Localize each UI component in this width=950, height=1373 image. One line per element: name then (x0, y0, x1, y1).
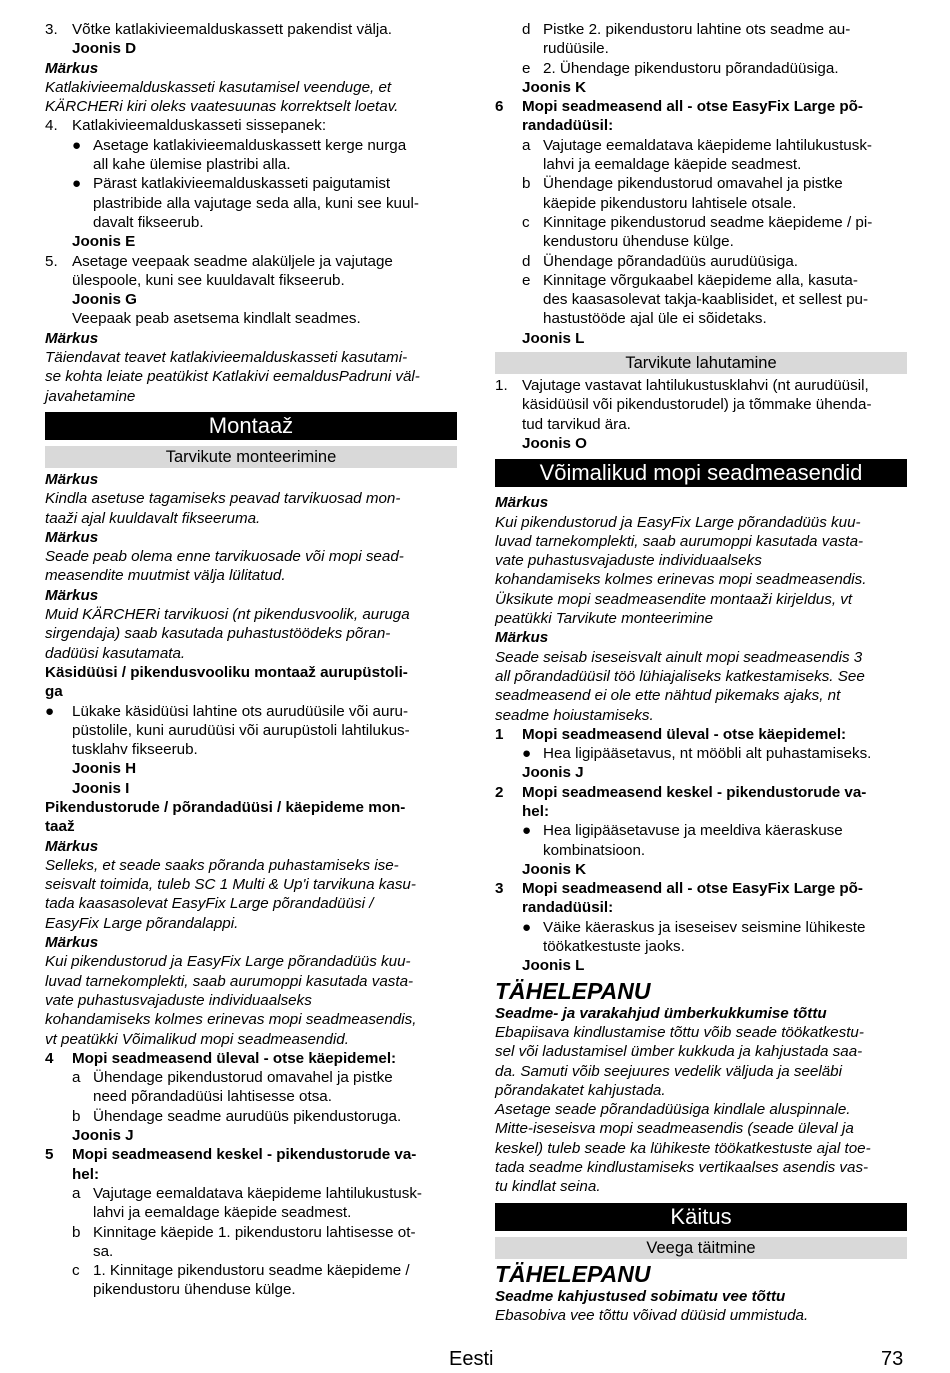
italic-text: keskel) tuleb seade ka lühikeste töökatkestuste ajal toe- (495, 1139, 871, 1157)
numbered-step (495, 376, 907, 395)
sub-step-letter: d (522, 252, 531, 270)
continuation-line: Veepaak peab asetsema kindlalt seadmes. (72, 310, 361, 328)
continuation-line: lahvi ja eemaldage käepide seadmest. (93, 1204, 352, 1222)
continuation-line: kendustoru ühenduse külge. (543, 233, 734, 251)
continuation-line: need põrandadüüsi lahtisesse otsa. (93, 1088, 332, 1106)
step-number: 4. (45, 117, 58, 135)
step-number: 6 (495, 98, 504, 116)
numbered-step (45, 1145, 457, 1164)
bullet-text: Lükake käsidüüsi lahtine ots aurudüüsile või auru- (72, 702, 409, 720)
continuation-line: käsidüüsil või pikendustorudel) ja tõmmake ühenda- (522, 396, 872, 414)
bullet-icon: ● (522, 745, 532, 763)
step-number: 5. (45, 252, 58, 270)
sub-step (495, 252, 907, 271)
numbered-step (495, 97, 907, 116)
continuation-line: hastustööde ajal üle ei sõidetaks. (543, 310, 767, 328)
sub-step-text: Vajutage eemaldatava käepideme lahtilukustusk- (93, 1184, 422, 1202)
italic-text: measendite muutmist välja lülitatud. (45, 567, 286, 585)
italic-text: Üksikute mopi seadmeasendite montaaži kirjeldus, vt (495, 590, 853, 608)
italic-text: põrandakatet kahjustada. (495, 1081, 666, 1099)
bullet-text: Väike käeraskus ja iseseisev seismine lühikeste (543, 918, 866, 936)
sub-step (495, 213, 907, 232)
numbered-step (495, 725, 907, 744)
step-number: 4 (45, 1049, 54, 1067)
continuation-line: püstolile, kuni aurudüüsi või aurupüstoli lahtilukus- (72, 721, 410, 739)
bullet-item (45, 136, 457, 155)
italic-text: seadmeasend ei ole ette nähtud pikemaks ajaks, nt (495, 687, 841, 705)
sub-step-text: 1. Kinnitage pikendustoru seadme käepideme / (93, 1262, 410, 1280)
continuation-line: hel: (72, 1165, 100, 1183)
bullet-icon: ● (72, 175, 82, 193)
figure-reference: Joonis D (72, 40, 137, 58)
bullet-text: Hea ligipääsetavuse ja meeldiva käeraskuse (543, 822, 843, 840)
bullet-item (45, 174, 457, 193)
sub-step (45, 1261, 457, 1280)
sub-step-text: Vajutage eemaldatava käepideme lahtilukustusk- (543, 136, 872, 154)
bullet-item (495, 821, 907, 840)
italic-text: vate puhastusvajaduste individuaalseks (495, 552, 762, 570)
numbered-step (495, 783, 907, 802)
sub-step (45, 1184, 457, 1203)
italic-text: tada seadme kindlustamiseks vertikaalses asendis vas- (495, 1159, 869, 1177)
continuation-line: lahvi ja eemaldage käepide seadmest. (543, 156, 802, 174)
bullet-icon: ● (45, 702, 55, 720)
sub-step-text: 2. Ühendage pikendustoru põrandadüüsiga. (543, 59, 839, 77)
continuation-line: randadüüsil: (522, 117, 614, 135)
figure-reference: Joonis H (72, 760, 137, 778)
italic-text: seisvalt toimida, tuleb SC 1 Multi & Up'i tarvikuna kasu- (45, 876, 416, 894)
sub-step-letter: a (72, 1184, 81, 1202)
continuation-line: pikendustoru ühenduse külge. (93, 1281, 296, 1299)
italic-text: Katlakivieemalduskasseti kasutamisel veenduge, et (45, 78, 392, 96)
continuation-line: plastribide alla vajutage seda alla, kuni see kuul- (93, 194, 419, 212)
step-text: Mopi seadmeasend keskel - pikendustorude va- (72, 1146, 417, 1164)
note-label: Märkus (45, 934, 99, 952)
bullet-item (495, 744, 907, 763)
sub-step-letter: e (522, 271, 531, 289)
continuation-line: randadüüsil: (522, 899, 614, 917)
note-label: Märkus (45, 470, 99, 488)
continuation-line: sa. (93, 1242, 114, 1260)
numbered-step (45, 252, 457, 271)
sub-step-letter: c (72, 1262, 80, 1280)
figure-reference: Joonis J (522, 764, 584, 782)
italic-text: Muid KÄRCHERi tarvikuosi (nt pikendusvoolik, auruga (45, 606, 410, 624)
note-label: Märkus (45, 528, 99, 546)
continuation-line: kombinatsioon. (543, 841, 646, 859)
note-label: Märkus (45, 586, 99, 604)
warning-subtitle: Seadme kahjustused sobimatu vee tõttu (495, 1287, 786, 1305)
italic-text: luvad tarnekomplekti, saab aurumoppi kasutada vasta- (45, 972, 414, 990)
sub-step (495, 174, 907, 193)
sub-step-letter: b (522, 175, 531, 193)
continuation-line: tusklahv fikseerub. (72, 741, 198, 759)
step-text: Mopi seadmeasend üleval - otse käepidemel: (72, 1049, 397, 1067)
italic-text: Kindla asetuse tagamiseks peavad tarvikuosad mon- (45, 490, 401, 508)
italic-text: dadüüsi kasutamata. (45, 644, 186, 662)
step-text: Asetage veepaak seadme alaküljele ja vajutage (72, 252, 393, 270)
numbered-step (45, 1049, 457, 1068)
step-number: 3. (45, 21, 58, 38)
figure-reference: Joonis O (522, 434, 587, 452)
bullet-text: Pärast katlakivieemalduskasseti paigutamist (93, 175, 391, 193)
bullet-text: Asetage katlakivieemalduskassett kerge nurga (93, 136, 407, 154)
sub-step-text: Ühendage pikendustorud omavahel ja pistke (543, 175, 843, 193)
bullet-item (495, 918, 907, 937)
sub-step-letter: c (522, 213, 530, 231)
italic-text: Kui pikendustorud ja EasyFix Large põrandadüüs kuu- (495, 513, 861, 531)
italic-text: vt peatükki Võimalikud mopi seadmeasendid. (45, 1030, 349, 1048)
italic-text: Mitte-iseseisva mopi seadmeasendis (seade üleval ja (495, 1120, 854, 1138)
italic-text: sirgendaja) saab kasutada puhastustöödeks põran- (45, 625, 391, 643)
continuation-line: des kaasasolevat takja-kaablisidet, et sellest pu- (543, 291, 869, 309)
step-number: 1. (495, 377, 508, 395)
note-label: Märkus (495, 494, 549, 512)
sub-step (45, 1223, 457, 1242)
italic-text: EasyFix Large põrandalappi. (45, 914, 239, 932)
italic-text: peatükki Tarvikute monteerimine (495, 610, 714, 628)
italic-text: seadme hoiustamiseks. (495, 706, 654, 724)
italic-text: Seade seisab iseseisvalt ainult mopi seadmeasendis 3 (495, 648, 863, 666)
sub-step-letter: a (522, 136, 531, 154)
note-label: Märkus (45, 329, 99, 347)
sub-step-letter: a (72, 1069, 81, 1087)
italic-text: tada kaasasolevat EasyFix Large põrandadüüsi / (45, 895, 374, 913)
figure-reference: Joonis L (522, 957, 585, 975)
sub-step-text: Kinnitage käepide 1. pikendustoru lahtisesse ot- (93, 1223, 416, 1241)
figure-reference: Joonis E (72, 233, 136, 251)
sub-step-letter: e (522, 59, 531, 77)
italic-text: luvad tarnekomplekti, saab aurumoppi kasutada vasta- (495, 532, 864, 550)
sub-step-letter: b (72, 1107, 81, 1125)
warning-subtitle: Seadme- ja varakahjud ümberkukkumise tõttu (495, 1004, 827, 1022)
step-text: Katlakivieemalduskasseti sissepanek: (72, 117, 327, 135)
italic-text: Kui pikendustorud ja EasyFix Large põrandadüüs kuu- (45, 953, 411, 971)
sub-step (495, 20, 907, 39)
sub-step (45, 1107, 457, 1126)
figure-reference: Joonis K (522, 860, 587, 878)
figure-reference: Joonis J (72, 1127, 134, 1145)
step-number: 5 (45, 1146, 54, 1164)
continuation-line: all kahe ülemise plastribi alla. (93, 156, 291, 174)
italic-text: javahetamine (45, 387, 136, 405)
italic-text: Seade peab olema enne tarvikuosade või mopi sead- (45, 548, 404, 566)
warning-heading: TÄHELEPANU (495, 977, 651, 1004)
italic-text: se kohta leiate peatükist Katlakivi eemaldusPadruni väl- (45, 368, 420, 386)
bold-heading: taaž (45, 818, 75, 836)
right-column (495, 20, 907, 1325)
bullet-icon: ● (72, 136, 82, 154)
sub-step (495, 59, 907, 78)
bold-heading: ga (45, 683, 63, 701)
step-text: Mopi seadmeasend all - otse EasyFix Large põ- (522, 880, 863, 898)
continuation-line: käepide pikendustoru lahtisele otsale. (543, 194, 797, 212)
footer-language: Eesti (449, 1348, 494, 1370)
step-text: Võtke katlakivieemalduskassett pakendist välja. (72, 21, 392, 38)
continuation-line: rudüüsile. (543, 40, 609, 58)
italic-text: Täiendavat teavet katlakivieemalduskasseti kasutami- (45, 349, 408, 367)
bold-heading: Pikendustorude / põrandadüüsi / käepideme mon- (45, 798, 406, 816)
numbered-step (45, 116, 457, 135)
subsection-heading: Tarvikute monteerimine (45, 446, 457, 468)
bullet-text: Hea ligipääsetavus, nt mööbli alt puhastamiseks. (543, 745, 872, 763)
continuation-line: töökatkestuste jaoks. (543, 938, 685, 956)
sub-step-letter: b (72, 1223, 81, 1241)
note-label: Märkus (45, 59, 99, 77)
sub-step-text: Ühendage pikendustorud omavahel ja pistke (93, 1069, 393, 1087)
italic-text: Ebasobiva vee tõttu võivad düüsid ummistuda. (495, 1306, 809, 1324)
sub-step-text: Kinnitage võrgukaabel käepideme alla, kasuta- (543, 271, 858, 289)
italic-text: KÄRCHERi kiri oleks vaatesuunas korrektselt loetav. (45, 98, 399, 116)
sub-step-text: Kinnitage pikendustorud seadme käepideme / pi- (543, 213, 873, 231)
bullet-icon: ● (522, 918, 532, 936)
sub-step (45, 1068, 457, 1087)
step-number: 2 (495, 783, 504, 801)
note-label: Märkus (495, 629, 549, 647)
bullet-item (45, 702, 457, 721)
sub-step-text: Ühendage põrandadüüs aurudüüsiga. (543, 252, 799, 270)
italic-text: sel või ladustamisel ümber kukkuda ja kahjustada saa- (495, 1043, 863, 1061)
sub-step-text: Ühendage seadme aurudüüs pikendustoruga. (93, 1107, 402, 1125)
continuation-line: davalt fikseerub. (93, 213, 204, 231)
subsection-heading: Tarvikute lahutamine (495, 352, 907, 374)
italic-text: all põrandadüüsil töö lühiajaliseks katkestamiseks. See (495, 667, 865, 685)
numbered-step (45, 20, 457, 39)
italic-text: Ebapiisava kindlustamise tõttu võib seade töökatkestu- (495, 1023, 864, 1041)
italic-text: kohandamiseks kolmes erinevas mopi seadmeasendis, (45, 1011, 417, 1029)
figure-reference: Joonis L (522, 329, 585, 347)
continuation-line: tud tarvikud ära. (522, 415, 631, 433)
step-text: Mopi seadmeasend üleval - otse käepidemel: (522, 725, 847, 743)
sub-step (495, 136, 907, 155)
continuation-line: hel: (522, 802, 550, 820)
sub-step (495, 271, 907, 290)
step-text: Mopi seadmeasend all - otse EasyFix Large põ- (522, 98, 863, 116)
italic-text: Asetage seade põrandadüüsiga kindlale aluspinnale. (495, 1101, 851, 1119)
bold-heading: Käsidüüsi / pikendusvooliku montaaž aurupüstoli- (45, 663, 408, 681)
warning-heading: TÄHELEPANU (495, 1260, 651, 1287)
figure-reference: Joonis K (522, 78, 587, 96)
bullet-icon: ● (522, 822, 532, 840)
left-column (45, 20, 457, 1300)
italic-text: vate puhastusvajaduste individuaalseks (45, 991, 312, 1009)
numbered-step (495, 879, 907, 898)
sub-step-text: Pistke 2. pikendustoru lahtine ots seadme au- (543, 21, 851, 38)
step-text: Mopi seadmeasend keskel - pikendustorude va- (522, 783, 867, 801)
step-text: Vajutage vastavat lahtilukustusklahvi (nt aurudüüsil, (522, 377, 869, 395)
sub-step-letter: d (522, 21, 531, 38)
italic-text: kohandamiseks kolmes erinevas mopi seadmeasendis. (495, 571, 867, 589)
italic-text: Selleks, et seade saaks põranda puhastamiseks ise- (45, 856, 399, 874)
section-heading: Käitus (495, 1203, 907, 1231)
step-number: 1 (495, 725, 504, 743)
italic-text: taaži ajal kuuldavalt fikseeruma. (45, 509, 261, 527)
continuation-line: ülespoole, kuni see kuuldavalt fikseerub. (72, 271, 345, 289)
figure-reference: Joonis I (72, 779, 130, 797)
step-number: 3 (495, 880, 504, 898)
italic-text: da. Samuti võib seejuures vedelik väljuda ja seeläbi (495, 1062, 842, 1080)
section-heading: Võimalikud mopi seadmeasendid (495, 459, 907, 487)
page-number: 73 (881, 1348, 904, 1370)
note-label: Märkus (45, 837, 99, 855)
subsection-heading: Veega täitmine (495, 1237, 907, 1259)
section-heading: Montaaž (45, 412, 457, 440)
italic-text: tu kindlat seina. (495, 1178, 601, 1196)
figure-reference: Joonis G (72, 291, 137, 309)
